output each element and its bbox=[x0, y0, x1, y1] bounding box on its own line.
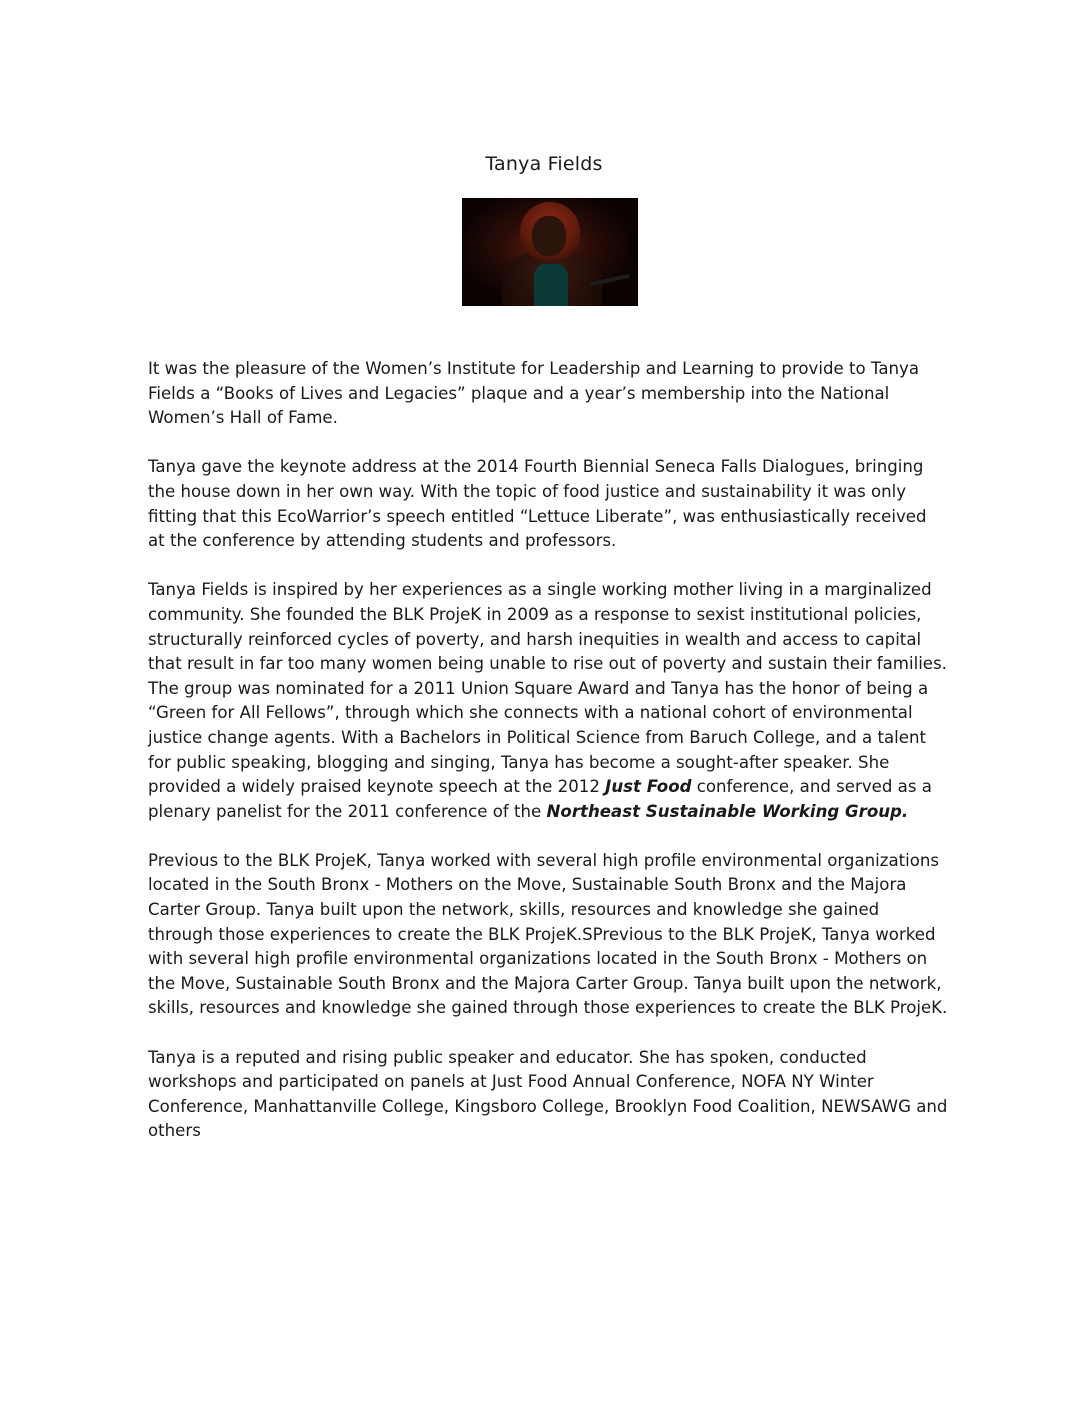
document-title: Tanya Fields bbox=[485, 153, 603, 175]
document-body bbox=[148, 357, 948, 1169]
paragraph-previous-work: Previous to the BLK ProjeK, Tanya worked with several high profile environmental organizations located in the South Bronx - Mothers on the Move, Sustainable South Bronx and the Majora Carter Group. Tanya built upon the network, skills, resources and knowledge she gained through those experiences to create the BLK ProjeK.SPrevious to the BLK ProjeK, Tanya worked with several high profile environmental organizations located in the South Bronx - Mothers on the Move, Sustainable South Bronx and the Majora Carter Group. Tanya built upon the network, skills, resources and knowledge she gained through those experiences to create the BLK ProjeK. bbox=[148, 850, 948, 1018]
paragraph-speaker: Tanya is a reputed and rising public speaker and educator. She has spoken, conducted workshops and participated on panels at Just Food Annual Conference, NOFA NY Winter Conference, Manhattanville College, Kingsboro College, Brooklyn Food Coalition, NEWSAWG and others bbox=[148, 1047, 948, 1141]
paragraph-biography-text: Tanya Fields is inspired by her experiences as a single working mother living in a marginalized community. She founded the BLK ProjeK in 2009 as a response to sexist institutional policies, structurally reinforced cycles of poverty, and harsh inequities in wealth and access to capital that result in far too many women being unable to rise out of poverty and sustain their families. The group was nominated for a 2011 Union Square Award and Tanya has the honor of being a “Green for All Fellows”, through which she connects with a national cohort of environmental justice change agents. With a Bachelors in Political Science from Baruch College, and a talent for public speaking, blogging and singing, Tanya has become a sought-after speaker. She provided a widely praised keynote speech at the 2012 bbox=[148, 580, 947, 797]
just-food-conference-name: Just Food bbox=[605, 777, 692, 797]
portrait-photo-icon bbox=[462, 198, 638, 306]
working-group-name: Northeast Sustainable Working Group. bbox=[546, 801, 909, 821]
paragraph-biography bbox=[148, 578, 948, 824]
paragraph-award: It was the pleasure of the Women’s Institute for Leadership and Learning to provide to Tanya Fields a “Books of Lives and Legacies” plaque and a year’s membership into the National Women’s Hall of Fame. bbox=[148, 359, 919, 428]
paragraph-keynote: Tanya gave the keynote address at the 2014 Fourth Biennial Seneca Falls Dialogues, bringing the house down in her own way. With the topic of food justice and sustainability it was only fitting that this EcoWarrior’s speech entitled “Lettuce Liberate”, was enthusiastically received at the conference by attending students and professors. bbox=[148, 457, 927, 551]
paragraph-biography-text-mid: conference, and served as a plenary panelist for the 2011 conference of the bbox=[148, 777, 932, 821]
